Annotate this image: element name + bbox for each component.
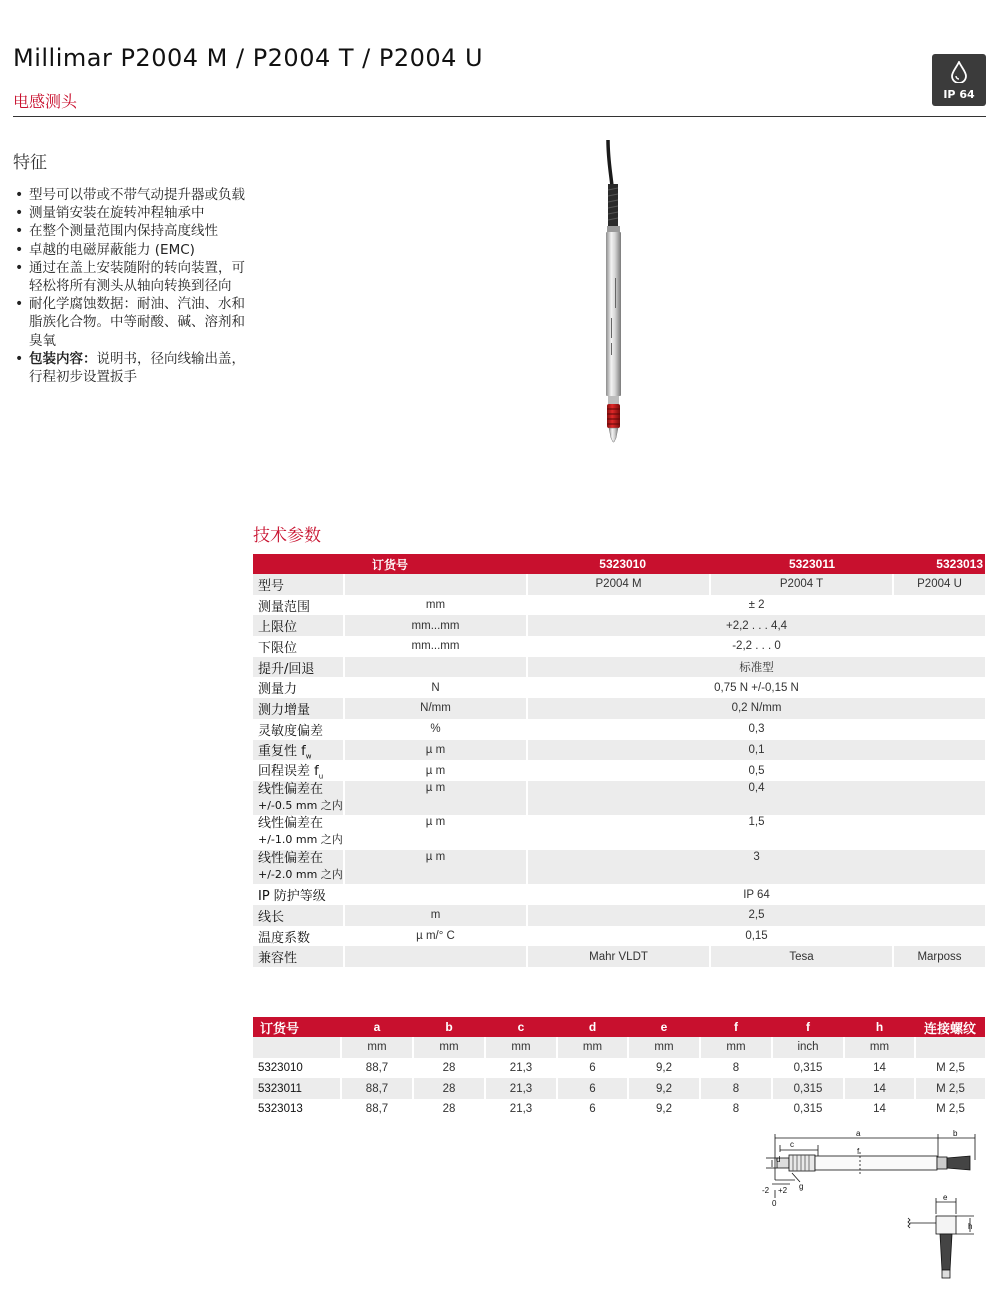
row-label: 线性偏差在 +/-0.5 mm 之内 xyxy=(253,781,344,816)
table-header-row xyxy=(253,1017,985,1037)
dim-label-f: f xyxy=(857,1147,860,1156)
cell: 0,315 xyxy=(772,1078,844,1099)
dim-label-c: c xyxy=(790,1140,794,1149)
feature-item: • 卓越的电磁屏蔽能力 (EMC) xyxy=(13,241,245,259)
row-unit: µ m xyxy=(344,850,527,885)
col-header: 订货号 xyxy=(253,1017,341,1037)
unit-cell: mm xyxy=(628,1037,700,1058)
col-header: f xyxy=(700,1017,772,1037)
cell: 0,315 xyxy=(772,1058,844,1079)
row-label: 测力增量 xyxy=(253,698,344,719)
col-header-5323010: 5323010 xyxy=(527,554,710,574)
row-value: 3 xyxy=(527,850,985,885)
row-unit: µ m xyxy=(344,781,527,816)
dim-label-g: g xyxy=(799,1182,804,1191)
tech-params-heading: 技术参数 xyxy=(253,526,321,546)
table-row xyxy=(253,677,985,698)
table-row xyxy=(253,698,985,719)
probe-product-image xyxy=(590,138,650,448)
cell: 9,2 xyxy=(628,1058,700,1079)
row-value: Tesa xyxy=(710,946,893,967)
row-value: P2004 T xyxy=(710,574,893,595)
cell: 21,3 xyxy=(485,1078,557,1099)
header-divider xyxy=(13,116,986,117)
page-title: Millimar P2004 M / P2004 T / P2004 U xyxy=(13,44,484,72)
cell: 88,7 xyxy=(341,1058,413,1079)
dim-label-zero: 0 xyxy=(772,1199,777,1208)
cell: 6 xyxy=(557,1058,628,1079)
row-unit: mm...mm xyxy=(344,636,527,657)
row-value: 0,3 xyxy=(527,719,985,740)
dim-label-e: e xyxy=(943,1193,948,1202)
table-row xyxy=(253,926,985,947)
row-label: 温度系数 xyxy=(253,926,344,947)
table-row xyxy=(253,1099,985,1120)
cell: 5323013 xyxy=(253,1099,341,1120)
row-value: 0,5 xyxy=(527,760,985,781)
cell: 8 xyxy=(700,1058,772,1079)
cell: 88,7 xyxy=(341,1078,413,1099)
row-label: 兼容性 xyxy=(253,946,344,967)
cell: 5323011 xyxy=(253,1078,341,1099)
row-value: ± 2 xyxy=(527,595,985,616)
cell: 9,2 xyxy=(628,1099,700,1120)
row-value: 0,2 N/mm xyxy=(527,698,985,719)
table-row xyxy=(253,615,985,636)
row-label: 回程误差 $f_u$ xyxy=(253,760,344,781)
col-header: f xyxy=(772,1017,844,1037)
feature-item: • 测量销安装在旋转冲程轴承中 xyxy=(13,204,245,222)
radial-dimension-drawing xyxy=(900,1192,980,1282)
cell: M 2,5 xyxy=(915,1099,985,1120)
cell: 14 xyxy=(844,1099,915,1120)
feature-item: • 型号可以带或不带气动提升器或负载 xyxy=(13,186,245,204)
feature-item: • 耐化学腐蚀数据：耐油、汽油、水和脂族化合物。中等耐酸、碱、溶剂和臭氧 xyxy=(13,295,245,350)
row-label: 测量力 xyxy=(253,677,344,698)
table-row xyxy=(253,760,985,781)
col-header: h xyxy=(844,1017,915,1037)
dim-label-h: h xyxy=(968,1222,973,1231)
row-value: 0,1 xyxy=(527,740,985,761)
row-unit: N/mm xyxy=(344,698,527,719)
row-unit xyxy=(344,946,527,967)
cell: 21,3 xyxy=(485,1099,557,1120)
row-value: 2,5 xyxy=(527,905,985,926)
row-value: 0,15 xyxy=(527,926,985,947)
row-label: 上限位 xyxy=(253,615,344,636)
row-unit: mm xyxy=(344,595,527,616)
table-row xyxy=(253,946,985,967)
table-row xyxy=(253,781,985,816)
row-unit: m xyxy=(344,905,527,926)
row-value: 0,75 N +/-0,15 N xyxy=(527,677,985,698)
tech-params-table xyxy=(253,554,985,967)
row-label: 型号 xyxy=(253,574,344,595)
row-label: 线性偏差在 +/-2.0 mm 之内 xyxy=(253,850,344,885)
row-unit: µ m xyxy=(344,760,527,781)
cell: 28 xyxy=(413,1078,485,1099)
table-row xyxy=(253,657,985,678)
col-header-5323013: 5323013 xyxy=(893,554,985,574)
page-subtitle: 电感测头 xyxy=(13,92,78,111)
cell: 14 xyxy=(844,1078,915,1099)
units-row xyxy=(253,1037,985,1058)
features-list xyxy=(13,186,245,386)
cell: M 2,5 xyxy=(915,1078,985,1099)
cell: 8 xyxy=(700,1078,772,1099)
cell: 14 xyxy=(844,1058,915,1079)
table-row xyxy=(253,1058,985,1079)
row-unit: µ m/° C xyxy=(344,926,527,947)
cell: 6 xyxy=(557,1078,628,1099)
col-header-order-no: 订货号 xyxy=(253,554,527,574)
table-row xyxy=(253,719,985,740)
dim-label-d: d xyxy=(776,1155,781,1164)
cell: 8 xyxy=(700,1099,772,1120)
row-label: 线长 xyxy=(253,905,344,926)
dim-label-a: a xyxy=(856,1130,861,1138)
row-value: 0,4 xyxy=(527,781,985,816)
row-value: 1,5 xyxy=(527,815,985,850)
feature-item: • 包装内容：说明书，径向线输出盖，行程初步设置扳手 xyxy=(13,350,245,386)
cell: 6 xyxy=(557,1099,628,1120)
dim-label-b: b xyxy=(953,1130,958,1138)
table-row xyxy=(253,595,985,616)
feature-item: • 在整个测量范围内保持高度线性 xyxy=(13,222,245,240)
unit-cell: inch xyxy=(772,1037,844,1058)
cell: M 2,5 xyxy=(915,1058,985,1079)
unit-cell xyxy=(253,1037,341,1058)
row-value: -2,2 . . . 0 xyxy=(527,636,985,657)
row-unit xyxy=(344,884,527,905)
col-header: e xyxy=(628,1017,700,1037)
row-label: 测量范围 xyxy=(253,595,344,616)
col-header-5323011: 5323011 xyxy=(710,554,893,574)
cell: 28 xyxy=(413,1058,485,1079)
row-value: P2004 M xyxy=(527,574,710,595)
row-unit: µ m xyxy=(344,740,527,761)
dim-label-plus2: +2 xyxy=(778,1186,788,1195)
table-row xyxy=(253,905,985,926)
row-unit: N xyxy=(344,677,527,698)
row-label: 重复性 $f_w$ xyxy=(253,740,344,761)
row-value: +2,2 . . . 4,4 xyxy=(527,615,985,636)
col-header: a xyxy=(341,1017,413,1037)
col-header: d xyxy=(557,1017,628,1037)
row-label: 提升/回退 xyxy=(253,657,344,678)
table-row xyxy=(253,884,985,905)
row-value: P2004 U xyxy=(893,574,985,595)
cell: 0,315 xyxy=(772,1099,844,1120)
row-unit xyxy=(344,574,527,595)
table-row xyxy=(253,850,985,885)
feature-item: • 通过在盖上安装随附的转向装置，可轻松将所有测头从轴向转换到径向 xyxy=(13,259,245,295)
unit-cell: mm xyxy=(844,1037,915,1058)
ip-rating-badge xyxy=(932,54,986,106)
ip-rating-text: IP 64 xyxy=(943,88,975,101)
unit-cell: mm xyxy=(341,1037,413,1058)
unit-cell xyxy=(915,1037,985,1058)
cell: 28 xyxy=(413,1099,485,1120)
row-unit: % xyxy=(344,719,527,740)
features-heading: 特征 xyxy=(13,153,47,173)
row-unit: µ m xyxy=(344,815,527,850)
cell: 5323010 xyxy=(253,1058,341,1079)
row-label: 线性偏差在 +/-1.0 mm 之内 xyxy=(253,815,344,850)
table-header-row xyxy=(253,554,985,574)
table-row xyxy=(253,1078,985,1099)
col-header: 连接螺纹 xyxy=(915,1017,985,1037)
row-unit: mm...mm xyxy=(344,615,527,636)
col-header: c xyxy=(485,1017,557,1037)
water-drop-icon xyxy=(950,61,968,83)
table-row xyxy=(253,815,985,850)
col-header: b xyxy=(413,1017,485,1037)
cell: 9,2 xyxy=(628,1078,700,1099)
row-value: IP 64 xyxy=(527,884,985,905)
row-value: Marposs xyxy=(893,946,985,967)
row-value: 标准型 xyxy=(527,657,985,678)
row-label: IP 防护等级 xyxy=(253,884,344,905)
unit-cell: mm xyxy=(413,1037,485,1058)
row-unit xyxy=(344,657,527,678)
unit-cell: mm xyxy=(557,1037,628,1058)
table-row xyxy=(253,740,985,761)
dimensions-table xyxy=(253,1017,985,1120)
dim-label-minus2: -2 xyxy=(762,1186,770,1195)
row-label: 下限位 xyxy=(253,636,344,657)
cell: 21,3 xyxy=(485,1058,557,1079)
unit-cell: mm xyxy=(700,1037,772,1058)
row-value: Mahr VLDT xyxy=(527,946,710,967)
row-label: 灵敏度偏差 xyxy=(253,719,344,740)
table-row xyxy=(253,574,985,595)
unit-cell: mm xyxy=(485,1037,557,1058)
table-row xyxy=(253,636,985,657)
cell: 88,7 xyxy=(341,1099,413,1120)
